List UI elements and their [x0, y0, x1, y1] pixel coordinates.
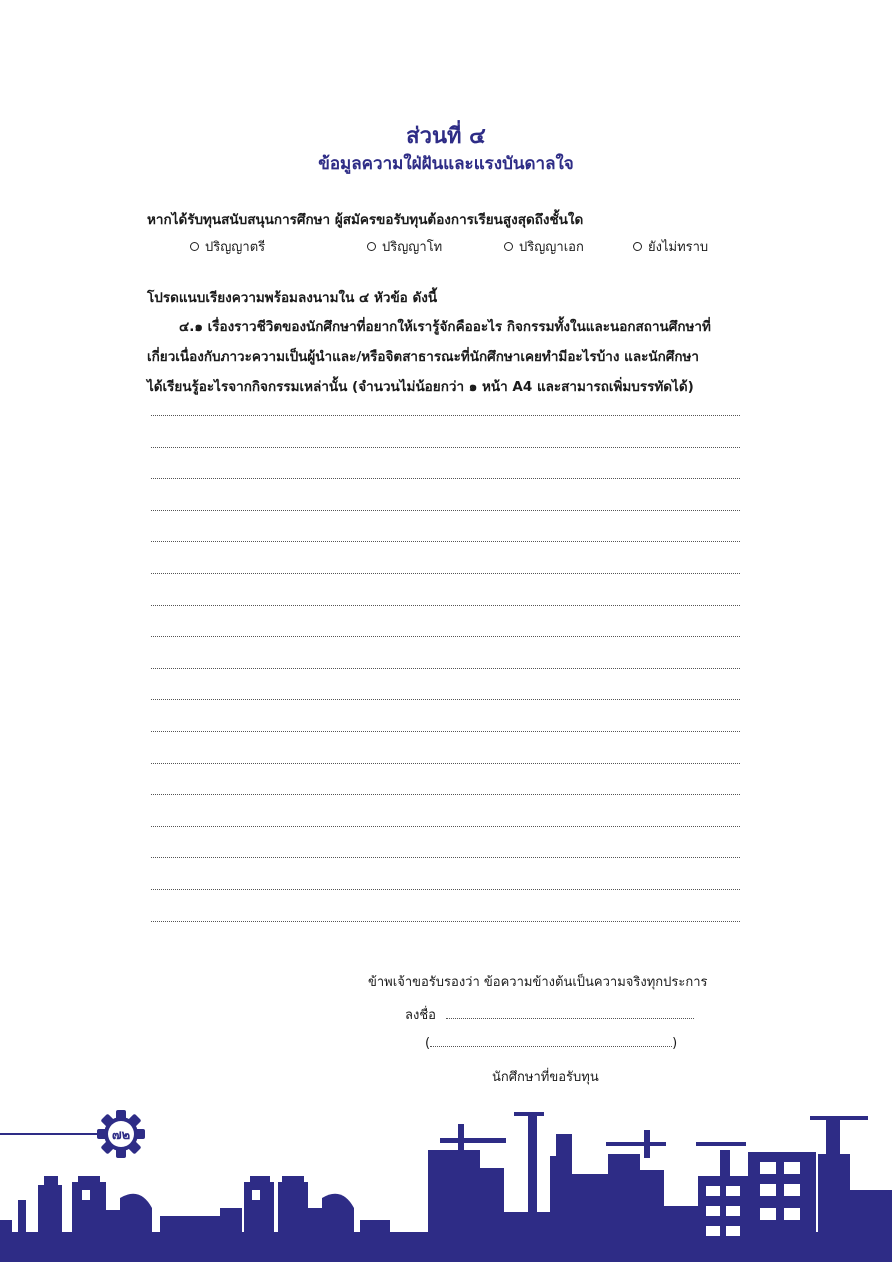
answer-line[interactable]	[151, 921, 740, 922]
answer-line[interactable]	[151, 541, 740, 542]
open-paren: (	[425, 1036, 431, 1051]
essay-instruction: โปรดแนบเรียงความพร้อมลงนามใน ๔ หัวข้อ ดังนี้	[147, 290, 438, 306]
degree-question: หากได้รับทุนสนับสนุนการศึกษา ผู้สมัครขอรับทุนต้องการเรียนสูงสุดถึงชั้นใด	[147, 212, 584, 228]
printed-name-line[interactable]	[425, 1035, 677, 1051]
option-label: ปริญญาโท	[382, 240, 443, 255]
certify-statement: ข้าพเจ้าขอรับรองว่า ข้อความข้างต้นเป็นความจริงทุกประการ	[368, 975, 708, 990]
answer-line[interactable]	[151, 857, 740, 858]
essay-prompt-line: ได้เรียนรู้อะไรจากกิจกรรมเหล่านั้น (จำนวนไม่น้อยกว่า ๑ หน้า A4 และสามารถเพิ่มบรรทัดได้)	[147, 379, 694, 395]
answer-line[interactable]	[151, 794, 740, 795]
radio-circle-icon[interactable]	[633, 242, 642, 251]
answer-line[interactable]	[151, 636, 740, 637]
page-number: ๗๒	[111, 1128, 131, 1143]
essay-prompt-line: เกี่ยวเนื่องกับภาวะความเป็นผู้นำและ/หรือจิตสาธารณะที่นักศึกษาเคยทำมีอะไรบ้าง และนักศึกษา	[147, 349, 700, 365]
close-paren: )	[672, 1036, 678, 1051]
sign-label: ลงชื่อ	[405, 1008, 436, 1023]
answer-line[interactable]	[151, 889, 740, 890]
sign-line[interactable]	[405, 1004, 694, 1025]
answer-line[interactable]	[151, 605, 740, 606]
option-label: ยังไม่ทราบ	[648, 240, 709, 255]
essay-prompt-line: ๔.๑ เรื่องราวชีวิตของนักศึกษาที่อยากให้เรารู้จักคืออะไร กิจกรรมทั้งในและนอกสถานศึกษาที่	[179, 319, 711, 335]
essay-prompt	[147, 312, 747, 402]
city-skyline-illustration	[0, 1090, 892, 1262]
option-master[interactable]	[367, 236, 442, 257]
printed-name-field[interactable]	[430, 1035, 672, 1047]
answer-line[interactable]	[151, 763, 740, 764]
answer-line[interactable]	[151, 699, 740, 700]
radio-circle-icon[interactable]	[367, 242, 376, 251]
radio-circle-icon[interactable]	[504, 242, 513, 251]
option-label: ปริญญาตรี	[205, 240, 266, 255]
answer-line[interactable]	[151, 447, 740, 448]
answer-line[interactable]	[151, 731, 740, 732]
section-title: ส่วนที่ ๔	[406, 124, 486, 149]
option-doctorate[interactable]	[504, 236, 584, 257]
answer-line[interactable]	[151, 826, 740, 827]
signer-role: นักศึกษาที่ขอรับทุน	[492, 1070, 599, 1085]
answer-line[interactable]	[151, 415, 740, 416]
answer-line[interactable]	[151, 478, 740, 479]
option-label: ปริญญาเอก	[519, 240, 584, 255]
answer-line[interactable]	[151, 668, 740, 669]
option-undecided[interactable]	[633, 236, 708, 257]
section-subtitle: ข้อมูลความใฝ่ฝันและแรงบันดาลใจ	[318, 154, 574, 174]
radio-circle-icon[interactable]	[190, 242, 199, 251]
option-bachelor[interactable]	[190, 236, 265, 257]
answer-line[interactable]	[151, 573, 740, 574]
answer-line[interactable]	[151, 510, 740, 511]
signature-field[interactable]	[446, 1007, 694, 1019]
